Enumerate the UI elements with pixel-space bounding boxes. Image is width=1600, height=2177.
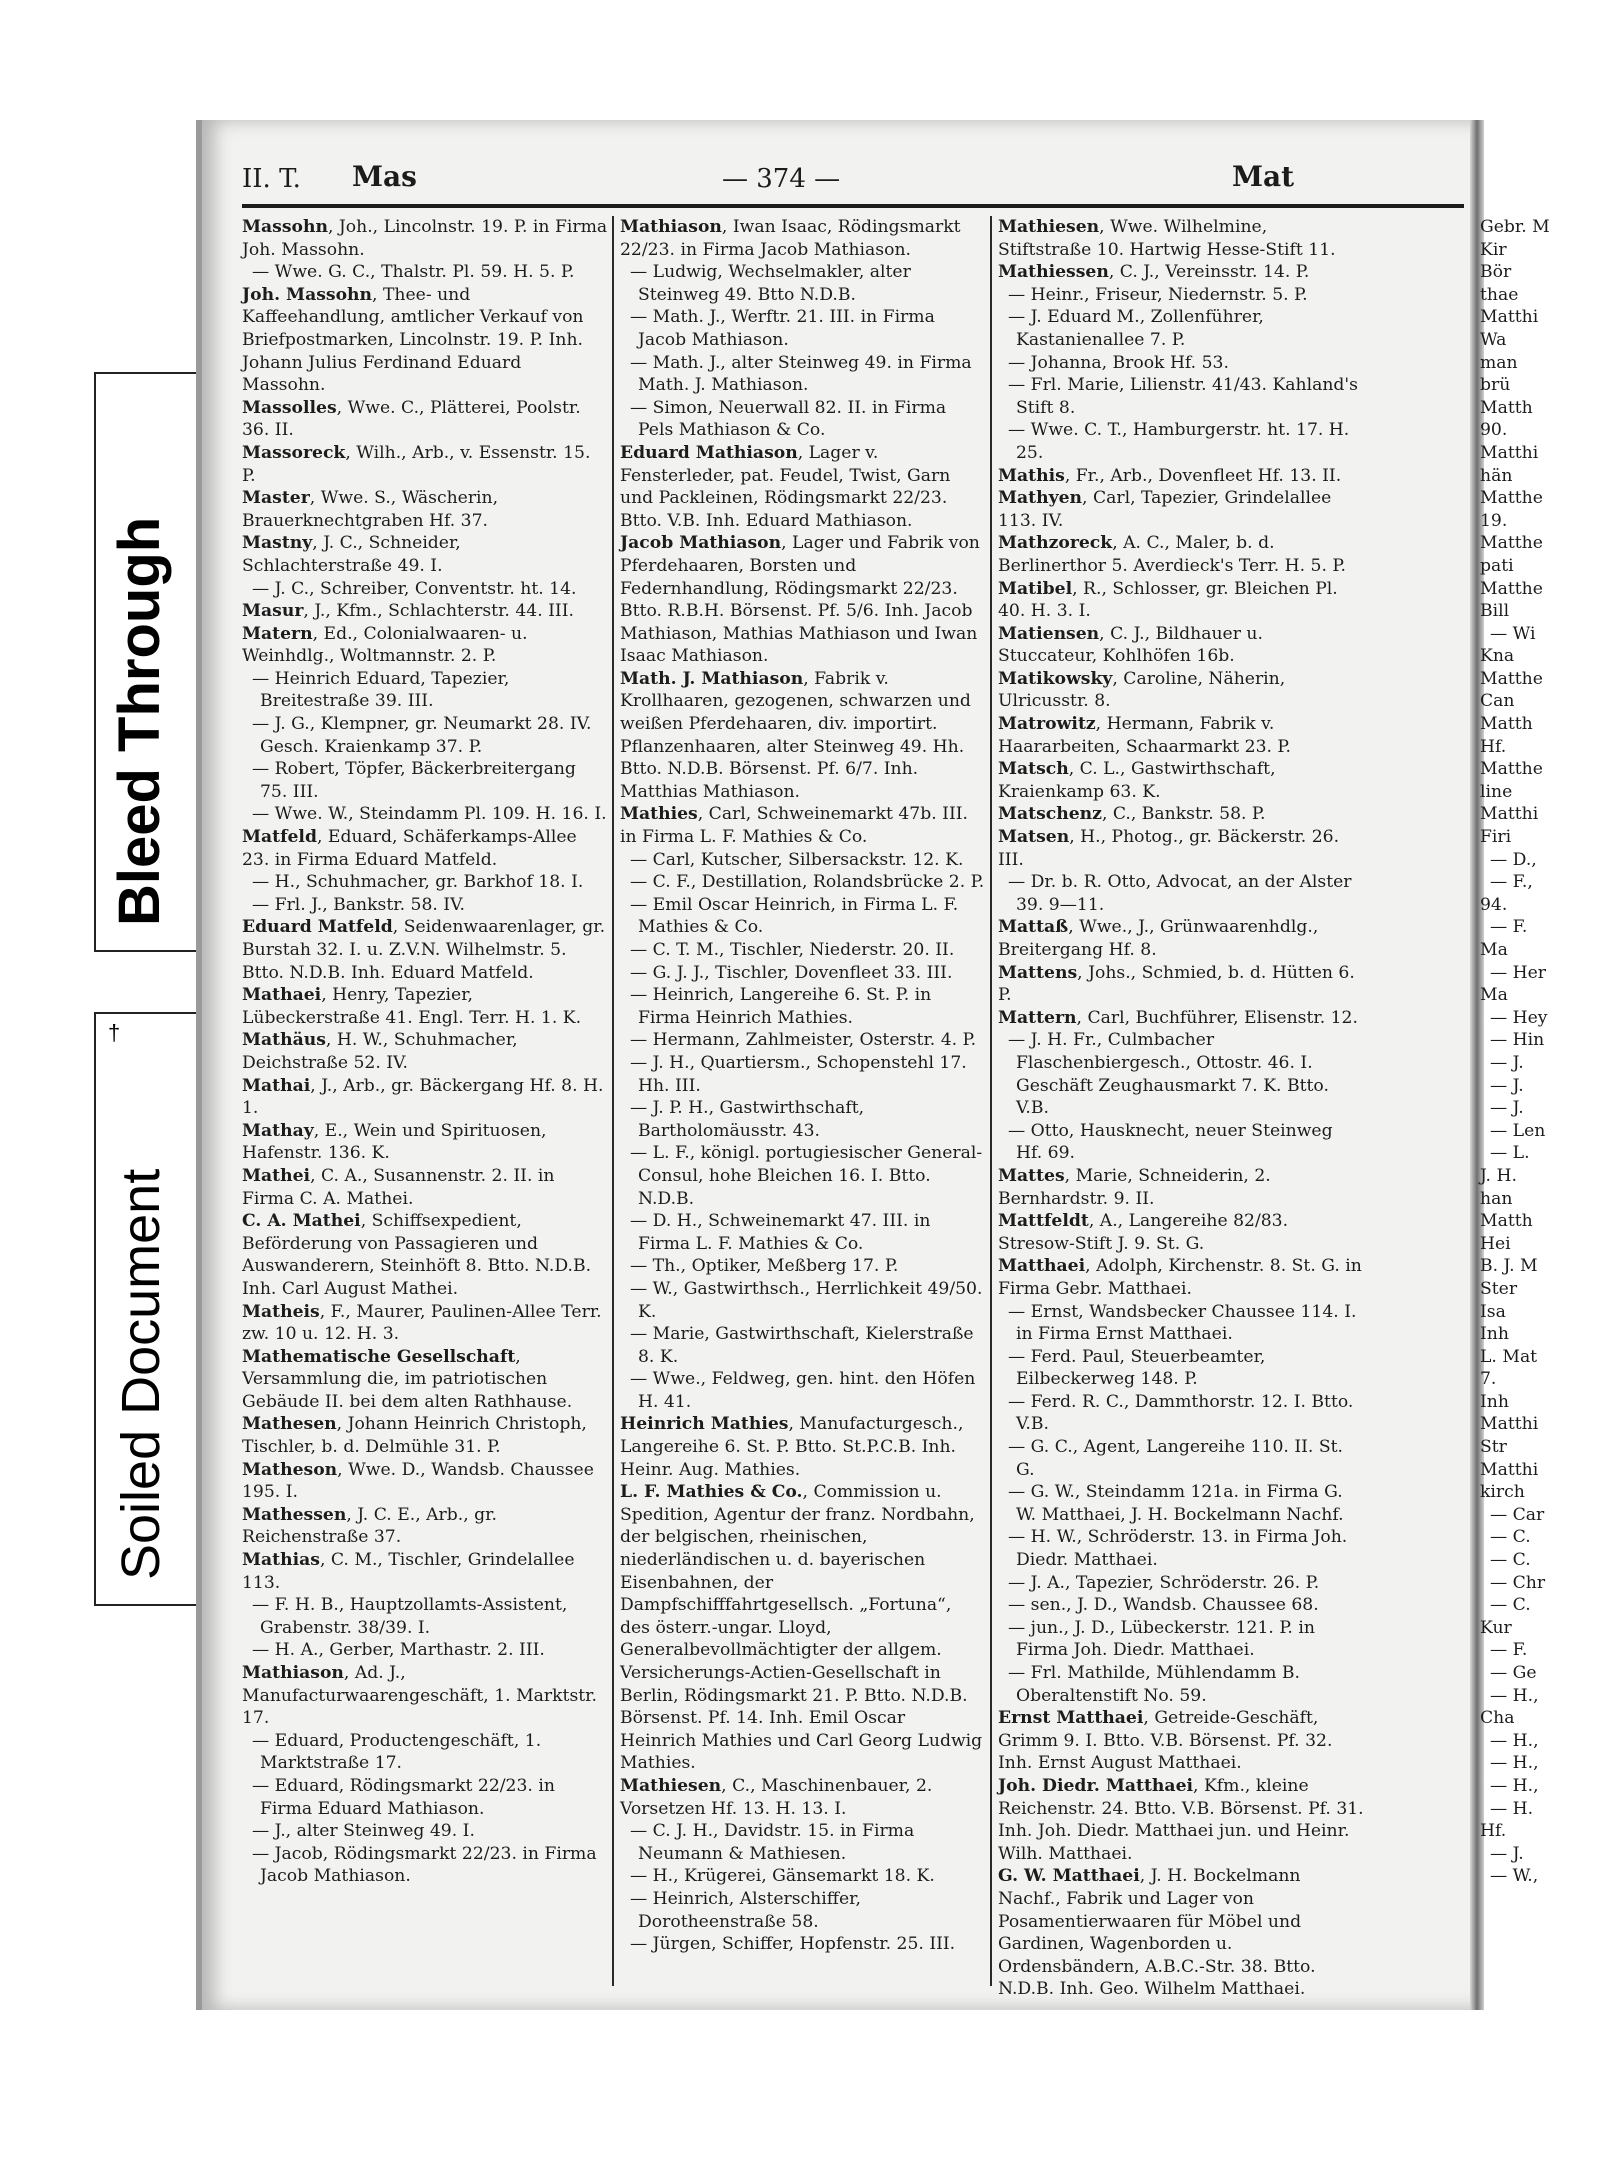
directory-entry: Can	[1480, 691, 1515, 712]
directory-entry: Mathessen, J. C. E., Arb., gr. Reichenstraße 37.	[242, 1504, 497, 1548]
directory-entry: man	[1480, 352, 1518, 373]
directory-entry: — G. C., Agent, Langereihe 110. II. St. G.	[1008, 1437, 1343, 1480]
directory-entry: Massohn, Joh., Lincolnstr. 19. P. in Firma Joh. Massohn.	[242, 217, 608, 260]
directory-entry: Kir	[1480, 239, 1507, 260]
directory-entry: Firi	[1480, 827, 1512, 848]
directory-entry: — F.,	[1490, 872, 1533, 893]
directory-entry: Ster	[1480, 1278, 1518, 1299]
directory-entry: — Her	[1490, 962, 1547, 983]
directory-entry: — C.	[1490, 1550, 1531, 1571]
directory-entry: Massolles, Wwe. C., Plätterei, Poolstr. 36. II.	[242, 397, 581, 441]
directory-entry: — F.	[1490, 1640, 1528, 1661]
directory-entry: Eduard Matfeld, Seidenwaarenlager, gr. Burstah 32. I. u. Z.V.N. Wilhelmstr. 5. Btto. N.D.B. Inh. Eduard Matfeld.	[242, 917, 606, 983]
entry-surname: Mathiessen	[998, 262, 1109, 283]
directory-entry: — jun., J. D., Lübeckerstr. 121. P. in Firma Joh. Diedr. Matthaei.	[1008, 1617, 1315, 1661]
entry-surname: Joh. Massohn	[242, 284, 373, 305]
directory-entry: Matsch, C. L., Gastwirthschaft, Kraienkamp 63. K.	[998, 759, 1276, 802]
directory-entry: Matthaei, Adolph, Kirchenstr. 8. St. G. in Firma Gebr. Matthaei.	[998, 1256, 1362, 1299]
right-catchword: Mat	[1232, 160, 1295, 193]
directory-entry: — Johanna, Brook Hf. 53.	[1008, 352, 1229, 373]
entry-surname: Eduard Mathiason	[620, 442, 798, 463]
directory-entry: Mathiesen, Wwe. Wilhelmine, Stiftstraße 10. Hartwig Hesse-Stift 11.	[998, 217, 1336, 260]
directory-entry: Joh. Massohn, Thee- und Kaffeehandlung, amtlicher Verkauf von Briefpostmarken, Lincolnstr. 19. P. Inh. Johann Julius Ferdinand Eduard Massohn.	[242, 284, 584, 396]
directory-entry: brü	[1480, 375, 1511, 396]
entry-surname: Mathiason	[620, 217, 722, 237]
directory-entry: G. W. Matthaei, J. H. Bockelmann Nachf., Fabrik und Lager von Posamentierwaaren für Möbel und Gardinen, Wagenborden u. Ordensbändern, A.B.C.-Str. 38. Btto. N.D.B. Inh. Geo. Wilhelm Matthaei.	[998, 1866, 1316, 2000]
directory-entry: — Eduard, Rödingsmarkt 22/23. in Firma Eduard Mathiason.	[252, 1775, 555, 1819]
directory-entry: — Dr. b. R. Otto, Advocat, an der Alster 39. 9—11.	[1008, 872, 1352, 915]
directory-entry: — F. H. B., Hauptzollamts-Assistent, Grabenstr. 38/39. I.	[252, 1595, 568, 1638]
directory-entry: pati	[1480, 555, 1514, 576]
directory-entry: — L.	[1490, 1143, 1530, 1164]
entry-surname: Matibel	[998, 578, 1073, 599]
directory-entry: B. J. M	[1480, 1256, 1538, 1277]
column-divider-2	[990, 216, 992, 1986]
directory-entry: — J. G., Klempner, gr. Neumarkt 28. IV. Gesch. Kraienkamp 37. P.	[252, 714, 592, 757]
directory-entry: Mathäus, H. W., Schuhmacher, Deichstraße 52. IV.	[242, 1030, 518, 1073]
directory-entry: — Ferd. R. C., Dammthorstr. 12. I. Btto. V.B.	[1008, 1391, 1354, 1435]
directory-entry: L. F. Mathies & Co., Commission u. Spedition, Agentur der franz. Nordbahn, der belgischen, rheinischen, niederländischen u. d. bayerischen Eisenbahnen, der Dampfschifffahrtgesellsch. „Fortuna“, des österr.-ungar. Lloyd, Generalbevollmächtigter der allgem. Versicherungs-Actien-Gesellschaft in Berlin, Rödingsmarkt 21. P. Btto. N.D.B. Börsenst. Pf. 14. Inh. Emil Oscar Heinrich Mathies und Carl Georg Ludwig Mathies.	[620, 1482, 983, 1774]
entry-surname: Ernst Matthaei	[998, 1708, 1144, 1729]
directory-entry: — Eduard, Productengeschäft, 1. Marktstraße 17.	[252, 1730, 542, 1774]
entry-surname: C. A. Mathei	[242, 1211, 361, 1232]
entry-surname: Mathis	[998, 465, 1065, 486]
directory-entry: Bill	[1480, 601, 1510, 622]
directory-entry: Bör	[1480, 262, 1512, 283]
entry-surname: Master	[242, 488, 310, 509]
directory-entry: — H. A., Gerber, Marthastr. 2. III.	[252, 1640, 545, 1661]
directory-entry: — C.	[1490, 1527, 1531, 1548]
directory-entry: — H.,	[1490, 1730, 1539, 1751]
entry-surname: Mathies	[620, 804, 698, 825]
entry-surname: Massohn	[242, 217, 328, 237]
directory-entry: Matheis, F., Maurer, Paulinen-Allee Terr. zw. 10 u. 12. H. 3.	[242, 1301, 602, 1345]
directory-entry: — H.,	[1490, 1685, 1539, 1706]
directory-entry: Matfeld, Eduard, Schäferkamps-Allee 23. in Firma Eduard Matfeld.	[242, 827, 577, 870]
entry-surname: Matiensen	[998, 623, 1100, 644]
directory-entry: Mathiessen, C. J., Vereinsstr. 14. P.	[998, 262, 1310, 283]
directory-entry: — Heinrich Eduard, Tapezier, Breitestraße 39. III.	[252, 668, 510, 712]
directory-entry: Mathzoreck, A. C., Maler, b. d. Berlinerthor 5. Averdieck's Terr. H. 5. P.	[998, 533, 1346, 576]
header-rule	[242, 204, 1464, 208]
directory-entry: — Wwe., Feldweg, gen. hint. den Höfen H. 41.	[630, 1369, 976, 1412]
entry-surname: Heinrich Mathies	[620, 1414, 789, 1435]
directory-entry: Matth	[1480, 397, 1533, 418]
directory-entry: Matheson, Wwe. D., Wandsb. Chaussee 195. I.	[242, 1459, 594, 1503]
directory-entry: — H.,	[1490, 1775, 1539, 1796]
directory-entry: — Ferd. Paul, Steuerbeamter, Eilbeckerweg 148. P.	[1008, 1346, 1266, 1390]
section-label: II. T.	[242, 164, 301, 194]
directory-entry: — J. A., Tapezier, Schröderstr. 26. P.	[1008, 1572, 1320, 1593]
entry-surname: Eduard Matfeld	[242, 917, 393, 938]
directory-entry: — Len	[1490, 1120, 1546, 1141]
page-header	[242, 160, 1322, 204]
directory-entry: — J., alter Steinweg 49. I.	[252, 1821, 475, 1842]
entry-surname: Mastny	[242, 533, 313, 554]
soiled-document-label: Soiled Document	[111, 1168, 171, 1580]
directory-entry: — Car	[1490, 1504, 1545, 1525]
directory-entry: C. A. Mathei, Schiffsexpedient, Beförderung von Passagieren und Auswanderern, Steinhöft 8. Btto. N.D.B. Inh. Carl August Mathei.	[242, 1211, 592, 1299]
column-2	[620, 216, 986, 1956]
directory-entry: J. H.	[1480, 1165, 1517, 1186]
entry-surname: Mathiesen	[998, 217, 1100, 237]
directory-entry: — C. J. H., Davidstr. 15. in Firma Neumann & Mathiesen.	[630, 1821, 915, 1864]
directory-entry: — H.,	[1490, 1753, 1539, 1774]
directory-entry: Mathiesen, C., Maschinenbauer, 2. Vorsetzen Hf. 13. H. 13. I.	[620, 1775, 933, 1819]
directory-entry: — J.	[1490, 1843, 1524, 1864]
directory-entry: Hf.	[1480, 1821, 1507, 1842]
directory-entry: — Jürgen, Schiffer, Hopfenstr. 25. III.	[630, 1934, 956, 1955]
directory-entry: Joh. Diedr. Matthaei, Kfm., kleine Reichenstr. 24. Btto. V.B. Börsenst. Pf. 31. Inh. Joh. Diedr. Matthaei jun. und Heinr. Wilh. Matthaei.	[998, 1775, 1364, 1864]
directory-entry: Ma	[1480, 940, 1508, 960]
directory-entry: Mattern, Carl, Buchführer, Elisenstr. 12.	[998, 1007, 1358, 1028]
entry-surname: Massoreck	[242, 442, 346, 463]
directory-entry: Matthe	[1480, 578, 1543, 599]
directory-entry: — Wwe. C. T., Hamburgerstr. ht. 17. H. 25.	[1008, 420, 1350, 463]
directory-entry: kirch	[1480, 1482, 1525, 1503]
directory-entry: 7.	[1480, 1369, 1497, 1390]
entry-surname: Mathiesen	[620, 1775, 722, 1796]
directory-entry: — C.	[1490, 1595, 1531, 1616]
directory-entry: Ernst Matthaei, Getreide-Geschäft, Grimm 9. I. Btto. V.B. Börsenst. Pf. 32. Inh. Ernst August Matthaei.	[998, 1708, 1333, 1774]
entry-surname: Matheson	[242, 1459, 338, 1480]
directory-entry: — Carl, Kutscher, Silbersackstr. 12. K.	[630, 849, 964, 870]
directory-entry: — Hin	[1490, 1030, 1545, 1051]
directory-entry: — Hey	[1490, 1007, 1548, 1028]
directory-entry: Str	[1480, 1437, 1507, 1458]
directory-entry: Heinrich Mathies, Manufacturgesch., Langereihe 6. St. P. Btto. St.P.C.B. Inh. Heinr. Aug. Mathies.	[620, 1414, 964, 1480]
directory-entry: thae	[1480, 284, 1519, 305]
directory-entry: — J. P. H., Gastwirthschaft, Bartholomäusstr. 43.	[630, 1098, 865, 1141]
directory-entry: — J.	[1490, 1098, 1524, 1119]
directory-entry: — Th., Optiker, Meßberg 17. P.	[630, 1256, 899, 1277]
cross-mark: †	[108, 1020, 121, 1045]
directory-entry: — Ernst, Wandsbecker Chaussee 114. I. in Firma Ernst Matthaei.	[1008, 1301, 1357, 1345]
directory-entry: Matth	[1480, 1211, 1533, 1232]
directory-entry: 90.	[1480, 420, 1508, 441]
directory-entry: Eduard Mathiason, Lager v. Fensterleder, pat. Feudel, Twist, Garn und Packleinen, Rödingsmarkt 22/23. Btto. V.B. Inh. Eduard Mathiason.	[620, 442, 951, 531]
directory-entry: — L. F., königl. portugiesischer General-Consul, hohe Bleichen 16. I. Btto. N.D.B.	[630, 1143, 983, 1209]
directory-entry: Ma	[1480, 985, 1508, 1006]
entry-surname: G. W. Matthaei	[998, 1866, 1140, 1887]
directory-entry: Master, Wwe. S., Wäscherin, Brauerknechtgraben Hf. 37.	[242, 488, 499, 531]
directory-entry: — Chr	[1490, 1572, 1546, 1593]
directory-entry: Mathias, C. M., Tischler, Grindelallee 113.	[242, 1550, 575, 1593]
directory-entry: Mathaei, Henry, Tapezier, Lübeckerstraße 41. Engl. Terr. H. 1. K.	[242, 985, 582, 1028]
column-divider-1	[612, 216, 614, 1986]
entry-surname: Mattfeldt	[998, 1211, 1089, 1232]
directory-entry: — Frl. J., Bankstr. 58. IV.	[252, 894, 465, 915]
directory-entry: — F.	[1490, 917, 1528, 938]
directory-entry: — J.	[1490, 1052, 1524, 1073]
directory-entry: — Wi	[1490, 623, 1536, 644]
directory-entry: — Frl. Mathilde, Mühlendamm B. Oberaltenstift No. 59.	[1008, 1663, 1301, 1706]
entry-surname: Mattens	[998, 962, 1078, 983]
directory-entry: Matibel, R., Schlosser, gr. Bleichen Pl. 40. H. 3. I.	[998, 578, 1338, 622]
directory-entry: — Heinr., Friseur, Niedernstr. 5. P.	[1008, 284, 1308, 305]
directory-entry: — G. W., Steindamm 121a. in Firma G. W. Matthaei, J. H. Bockelmann Nachf.	[1008, 1482, 1344, 1525]
directory-entry: Math. J. Mathiason, Fabrik v. Krollhaaren, gezogenen, schwarzen und weißen Pferdehaaren, div. importirt. Pflanzenhaaren, alter Steinweg 49. Hh. Btto. N.D.B. Börsenst. Pf. 6/7. Inh. Matthias Mathiason.	[620, 668, 971, 802]
bleed-through-label-tab	[94, 372, 200, 952]
directory-entry: Kna	[1480, 646, 1515, 667]
entry-surname: Mathematische Gesellschaft	[242, 1346, 516, 1367]
entry-surname: Matikowsky	[998, 668, 1113, 689]
directory-entry: — J.	[1490, 1075, 1524, 1096]
directory-entry: — C. F., Destillation, Rolandsbrücke 2. P.	[630, 872, 985, 893]
directory-entry: Matthi	[1480, 307, 1539, 328]
directory-entry: — Math. J., Werftr. 21. III. in Firma Jacob Mathiason.	[630, 307, 935, 350]
entry-surname: Mathai	[242, 1075, 311, 1096]
directory-entry: — H., Schuhmacher, gr. Barkhof 18. I.	[252, 872, 584, 893]
directory-entry: Matsen, H., Photog., gr. Bäckerstr. 26. III.	[998, 827, 1340, 870]
directory-entry: — J. H. Fr., Culmbacher Flaschenbiergesch., Ottostr. 46. I. Geschäft Zeughausmarkt 7. K. Btto. V.B.	[1008, 1030, 1329, 1119]
directory-entry: Mattaß, Wwe., J., Grünwaarenhdlg., Breitergang Hf. 8.	[998, 917, 1319, 960]
entry-surname: Mattaß	[998, 917, 1069, 938]
entry-surname: Matern	[242, 623, 313, 644]
directory-entry: Matiensen, C. J., Bildhauer u. Stuccateur, Kohlhöfen 16b.	[998, 623, 1263, 667]
directory-entry: Mathiason, Ad. J., Manufacturwaarengeschäft, 1. Marktstr. 17.	[242, 1663, 597, 1729]
directory-entry: Mathematische Gesellschaft, Versammlung die, im patriotischen Gebäude II. bei dem alten Rathhause.	[242, 1346, 573, 1412]
entry-surname: Matheis	[242, 1301, 320, 1322]
column-1	[242, 216, 608, 1888]
entry-surname: Mathias	[242, 1550, 320, 1571]
entry-surname: Mathäus	[242, 1030, 326, 1051]
directory-entry: Mattfeldt, A., Langereihe 82/83. Stresow-Stift J. 9. St. G.	[998, 1211, 1289, 1254]
column-4-partial	[1480, 216, 1600, 1888]
directory-entry: — Heinrich, Langereihe 6. St. P. in Firma Heinrich Mathies.	[630, 985, 932, 1028]
directory-entry: Mathiason, Iwan Isaac, Rödingsmarkt 22/23. in Firma Jacob Mathiason.	[620, 217, 961, 260]
directory-entry: — D. H., Schweinemarkt 47. III. in Firma L. F. Mathies & Co.	[630, 1211, 931, 1254]
directory-entry: Matikowsky, Caroline, Näherin, Ulricusstr. 8.	[998, 668, 1286, 712]
entry-surname: Matfeld	[242, 827, 317, 848]
directory-entry: Wa	[1480, 329, 1507, 350]
entry-surname: Math. J. Mathiason	[620, 668, 804, 689]
directory-entry: — Jacob, Rödingsmarkt 22/23. in Firma Jacob Mathiason.	[252, 1843, 597, 1887]
directory-entry: Cha	[1480, 1708, 1515, 1729]
directory-entry: Mathei, C. A., Susannenstr. 2. II. in Firma C. A. Mathei.	[242, 1165, 555, 1209]
directory-entry: — C. T. M., Tischler, Niederstr. 20. II.	[630, 940, 955, 960]
directory-entry: Gebr. M	[1480, 217, 1550, 237]
entry-surname: Joh. Diedr. Matthaei	[998, 1775, 1194, 1796]
soiled-document-label-tab	[94, 1012, 200, 1606]
directory-entry: — W., Gastwirthsch., Herrlichkeit 49/50. K.	[630, 1278, 983, 1322]
entry-surname: Matthaei	[998, 1256, 1086, 1277]
bleed-through-label: Bleed Through	[107, 516, 172, 926]
directory-entry: line	[1480, 781, 1513, 802]
directory-entry: Matschenz, C., Bankstr. 58. P.	[998, 804, 1266, 825]
entry-surname: Mattern	[998, 1007, 1077, 1028]
directory-entry: Matthi	[1480, 804, 1539, 825]
directory-entry: Mastny, J. C., Schneider, Schlachterstraße 49. I.	[242, 533, 461, 576]
directory-entry: Mathies, Carl, Schweinemarkt 47b. III. in Firma L. F. Mathies & Co.	[620, 804, 968, 848]
entry-surname: Matsch	[998, 759, 1069, 780]
directory-entry: Matthe	[1480, 668, 1543, 689]
directory-entry: Matthi	[1480, 1459, 1539, 1480]
entry-surname: Matrowitz	[998, 714, 1096, 735]
directory-entry: Matth	[1480, 714, 1533, 735]
directory-entry: — Math. J., alter Steinweg 49. in Firma Math. J. Mathiason.	[630, 352, 972, 396]
directory-entry: Mathesen, Johann Heinrich Christoph, Tischler, b. d. Delmühle 31. P.	[242, 1414, 587, 1458]
directory-entry: — Ludwig, Wechselmakler, alter Steinweg 49. Btto N.D.B.	[630, 262, 911, 305]
column-3	[998, 216, 1364, 2001]
directory-entry: hän	[1480, 465, 1513, 486]
directory-entry: — D.,	[1490, 849, 1537, 870]
directory-entry: 94.	[1480, 894, 1508, 915]
directory-entry: — J. Eduard M., Zollenführer, Kastanienallee 7. P.	[1008, 307, 1264, 350]
directory-entry: Matthi	[1480, 1414, 1539, 1435]
directory-entry: Mathay, E., Wein und Spirituosen, Hafenstr. 136. K.	[242, 1120, 547, 1164]
entry-surname: Mathesen	[242, 1414, 337, 1435]
directory-entry: Masur, J., Kfm., Schlachterstr. 44. III.	[242, 601, 574, 622]
directory-entry: Matern, Ed., Colonialwaaren- u. Weinhdlg., Woltmannstr. 2. P.	[242, 623, 528, 667]
entry-surname: Mathei	[242, 1165, 311, 1186]
directory-entry: — Frl. Marie, Lilienstr. 41/43. Kahland's Stift 8.	[1008, 375, 1358, 418]
directory-entry: Mathis, Fr., Arb., Dovenfleet Hf. 13. II.	[998, 465, 1342, 486]
entry-surname: Massolles	[242, 397, 337, 418]
directory-entry: — Emil Oscar Heinrich, in Firma L. F. Mathies & Co.	[630, 894, 959, 938]
directory-entry: Kur	[1480, 1617, 1512, 1638]
directory-entry: Isa	[1480, 1301, 1506, 1322]
directory-entry: Jacob Mathiason, Lager und Fabrik von Pferdehaaren, Borsten und Federnhandlung, Rödingsmarkt 22/23. Btto. R.B.H. Börsenst. Pf. 5/6. Inh. Jacob Mathiason, Mathias Mathiason und Iwan Isaac Mathiason.	[620, 533, 980, 667]
directory-entry: Matrowitz, Hermann, Fabrik v. Haararbeiten, Schaarmarkt 23. P.	[998, 714, 1291, 757]
directory-entry: — H., Krügerei, Gänsemarkt 18. K.	[630, 1866, 935, 1887]
directory-entry: — G. J. J., Tischler, Dovenfleet 33. III.	[630, 962, 953, 983]
directory-entry: Inh	[1480, 1324, 1509, 1345]
directory-entry: — Robert, Töpfer, Bäckerbreitergang 75. III.	[252, 759, 576, 802]
directory-entry: Mathai, J., Arb., gr. Bäckergang Hf. 8. H. 1.	[242, 1075, 604, 1119]
directory-entry: han	[1480, 1188, 1513, 1209]
entry-surname: L. F. Mathies & Co.	[620, 1482, 803, 1503]
directory-entry: — J. H., Quartiersm., Schopenstehl 17. Hh. III.	[630, 1052, 967, 1096]
directory-entry: — H.	[1490, 1798, 1534, 1819]
directory-entry: — J. C., Schreiber, Conventstr. ht. 14.	[252, 578, 577, 599]
entry-surname: Jacob Mathiason	[620, 533, 782, 554]
directory-entry: Hf.	[1480, 736, 1507, 757]
directory-entry: L. Mat	[1480, 1346, 1538, 1367]
directory-entry: — Wwe. W., Steindamm Pl. 109. H. 16. I.	[252, 804, 607, 825]
entry-surname: Mathiason	[242, 1663, 344, 1683]
directory-entry: Massoreck, Wilh., Arb., v. Essenstr. 15. P.	[242, 442, 591, 486]
entry-surname: Matschenz	[998, 804, 1102, 825]
entry-surname: Masur	[242, 601, 304, 622]
entry-surname: Mathay	[242, 1120, 314, 1141]
directory-entry: Mathyen, Carl, Tapezier, Grindelallee 113. IV.	[998, 488, 1332, 531]
directory-page	[196, 120, 1550, 2010]
directory-entry: 19.	[1480, 510, 1508, 531]
entry-surname: Mattes	[998, 1165, 1065, 1186]
directory-entry: Mattens, Johs., Schmied, b. d. Hütten 6. P.	[998, 962, 1355, 1006]
directory-entry: — Wwe. G. C., Thalstr. Pl. 59. H. 5. P.	[252, 262, 575, 283]
directory-entry: Hei	[1480, 1233, 1511, 1254]
entry-surname: Mathyen	[998, 488, 1083, 509]
entry-surname: Mathzoreck	[998, 533, 1113, 554]
directory-entry: Mattes, Marie, Schneiderin, 2. Bernhardstr. 9. II.	[998, 1165, 1271, 1209]
entry-surname: Mathaei	[242, 985, 322, 1006]
directory-entry: — Heinrich, Alsterschiffer, Dorotheenstraße 58.	[630, 1888, 861, 1932]
entry-surname: Mathessen	[242, 1504, 347, 1525]
directory-entry: Matthi	[1480, 442, 1539, 463]
directory-entry: — Otto, Hausknecht, neuer Steinweg Hf. 69.	[1008, 1120, 1333, 1164]
directory-entry: — W.,	[1490, 1866, 1539, 1887]
left-catchword: Mas	[352, 160, 417, 193]
entry-surname: Matsen	[998, 827, 1070, 848]
directory-entry: — Ge	[1490, 1663, 1537, 1683]
directory-entry: Inh	[1480, 1391, 1509, 1412]
directory-entry: — Simon, Neuerwall 82. II. in Firma Pels Mathiason & Co.	[630, 397, 947, 441]
directory-entry: Matthe	[1480, 533, 1543, 554]
page-number: — 374 —	[722, 164, 841, 194]
directory-entry: — H. W., Schröderstr. 13. in Firma Joh. Diedr. Matthaei.	[1008, 1527, 1348, 1571]
directory-entry: Matthe	[1480, 759, 1543, 780]
directory-entry: Matthe	[1480, 488, 1543, 509]
directory-entry: — Hermann, Zahlmeister, Osterstr. 4. P.	[630, 1030, 977, 1051]
directory-entry: — Marie, Gastwirthschaft, Kielerstraße 8. K.	[630, 1324, 974, 1367]
directory-entry: — sen., J. D., Wandsb. Chaussee 68.	[1008, 1595, 1319, 1616]
